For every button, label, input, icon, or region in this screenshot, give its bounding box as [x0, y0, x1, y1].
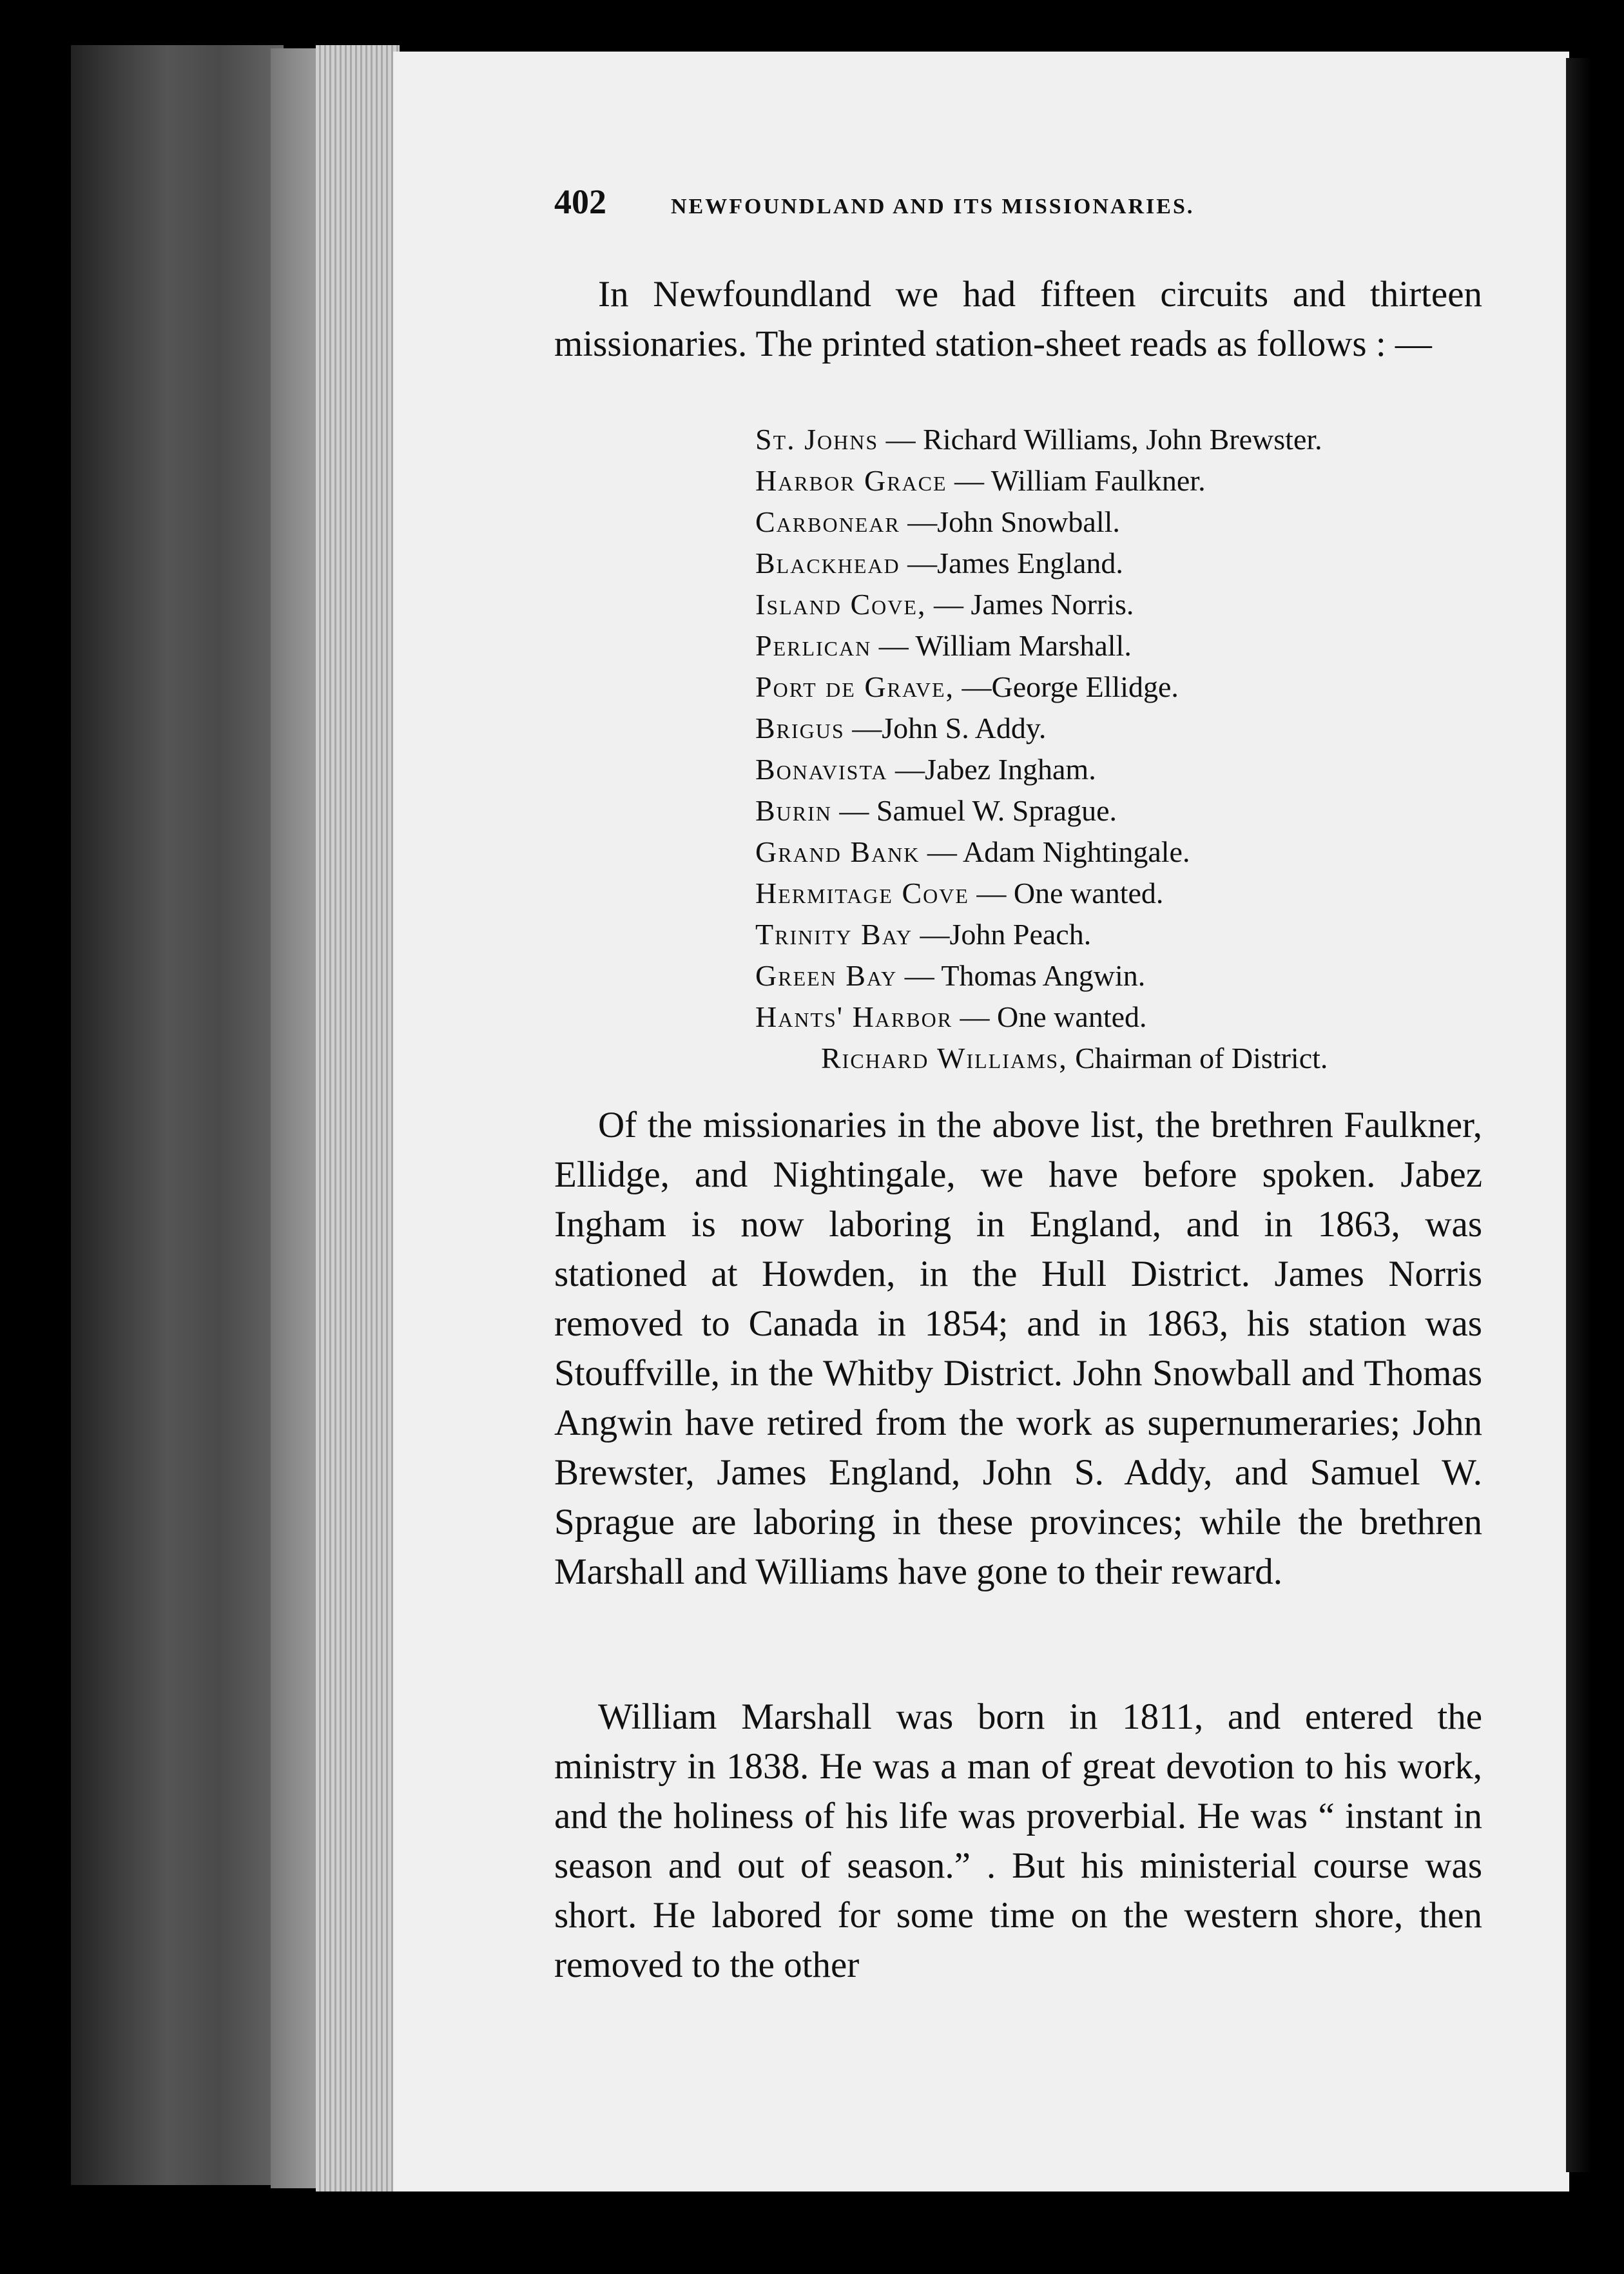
station-entry: [755, 543, 1503, 584]
station-separator: —: [887, 753, 925, 786]
paragraph-text: William Marshall was born in 1811, and entered the ministry in 1838. He was a man of great devotion to his work, and the holiness of his life was proverbial. He was “ instant in season and out of season.” . But his ministerial course was short. He labored for some time on the western shore, then removed to the other: [554, 1696, 1482, 1985]
station-missionary: James England.: [937, 547, 1123, 579]
book-inner-edge: [271, 48, 316, 2188]
paragraph-text: Of the missionaries in the above list, the brethren Faulkner, Ellidge, and Nightingale, we have before spoken. Jabez Ingham is now laboring in England, and in 1863, was stationed at Howden, in the Hull District. James Norris removed to Canada in 1854; and in 1863, his station was Stouffville, in the Whitby District. John Snowball and Thomas Angwin have retired from the work as supernumeraries; John Brewster, James England, John S. Addy, and Samuel W. Sprague are laboring in these provinces; while the brethren Marshall and Williams have gone to their reward.: [554, 1105, 1482, 1592]
station-place: Hermitage Cove: [755, 877, 969, 909]
station-separator: —: [831, 794, 876, 827]
station-separator: —: [969, 877, 1014, 909]
station-separator: —: [900, 505, 938, 538]
page-number: 402: [554, 182, 606, 221]
station-entry: [755, 625, 1503, 666]
station-separator: —: [897, 959, 942, 992]
station-separator: —: [844, 712, 882, 744]
station-entry: [755, 790, 1503, 831]
station-place: Burin: [755, 794, 832, 827]
station-place: Grand Bank: [755, 835, 920, 868]
station-missionary: Adam Nightingale.: [962, 835, 1190, 868]
station-entry: [755, 460, 1503, 501]
station-entry: [755, 996, 1503, 1038]
station-entry: [755, 749, 1503, 790]
station-place: Green Bay: [755, 959, 898, 992]
intro-paragraph: [554, 269, 1482, 369]
station-place: St. Johns: [755, 423, 879, 456]
station-separator: —: [947, 464, 991, 497]
station-missionary: William Faulkner.: [991, 464, 1206, 497]
station-place: Bonavista: [755, 753, 888, 786]
station-list: [755, 419, 1503, 1079]
chairman-role: Chairman of District.: [1067, 1042, 1328, 1074]
chairman-name: Richard Williams,: [821, 1042, 1068, 1074]
station-missionary: George Ellidge.: [991, 670, 1179, 703]
station-place: Trinity Bay: [755, 918, 913, 951]
station-missionary: John S. Addy.: [882, 712, 1047, 744]
station-entry: [755, 666, 1503, 708]
station-missionary: One wanted.: [1013, 877, 1164, 909]
district-chairman-signature: [755, 1038, 1503, 1079]
page-stack-edges: [316, 45, 400, 2191]
station-place: Carbonear: [755, 505, 900, 538]
station-place: Brigus: [755, 712, 845, 744]
station-entry: [755, 873, 1503, 914]
station-separator: —: [920, 835, 963, 868]
page-shadow-edge: [1566, 58, 1592, 2172]
station-missionary: One wanted.: [997, 1000, 1147, 1033]
station-missionary: Samuel W. Sprague.: [876, 794, 1117, 827]
station-missionary: John Peach.: [949, 918, 1092, 951]
running-head: [554, 182, 1360, 222]
book-spine-edge: [71, 45, 284, 2185]
station-separator: —: [871, 629, 916, 662]
station-separator: —: [926, 588, 971, 621]
station-separator: —: [952, 1000, 998, 1033]
station-place: Perlican: [755, 629, 872, 662]
station-entry: [755, 914, 1503, 955]
station-place: Harbor Grace: [755, 464, 947, 497]
station-missionary: Thomas Angwin.: [941, 959, 1146, 992]
running-head-title: NEWFOUNDLAND AND ITS MISSIONARIES.: [671, 195, 1195, 219]
station-entry: [755, 708, 1503, 749]
station-place: Blackhead: [755, 547, 900, 579]
station-entry: [755, 955, 1503, 996]
station-place: Port de Grave,: [755, 670, 955, 703]
station-place: Hants' Harbor: [755, 1000, 953, 1033]
station-missionary: Richard Williams, John Brewster.: [923, 423, 1322, 456]
station-place: Island Cove,: [755, 588, 927, 621]
body-paragraph-missionaries: [554, 1100, 1482, 1597]
station-missionary: Jabez Ingham.: [925, 753, 1096, 786]
intro-text: In Newfoundland we had fifteen circuits and thirteen missionaries. The printed station-sheet reads as follows : —: [554, 274, 1482, 364]
station-entry: [755, 584, 1503, 625]
station-missionary: James Norris.: [971, 588, 1134, 621]
station-separator: —: [900, 547, 938, 579]
station-separator: —: [912, 918, 950, 951]
body-paragraph-marshall: [554, 1692, 1482, 1990]
station-separator: —: [954, 670, 992, 703]
station-missionary: John Snowball.: [937, 505, 1120, 538]
station-entry: [755, 831, 1503, 873]
station-entry: [755, 419, 1503, 460]
station-missionary: William Marshall.: [915, 629, 1132, 662]
station-separator: —: [878, 423, 923, 456]
station-entry: [755, 501, 1503, 543]
